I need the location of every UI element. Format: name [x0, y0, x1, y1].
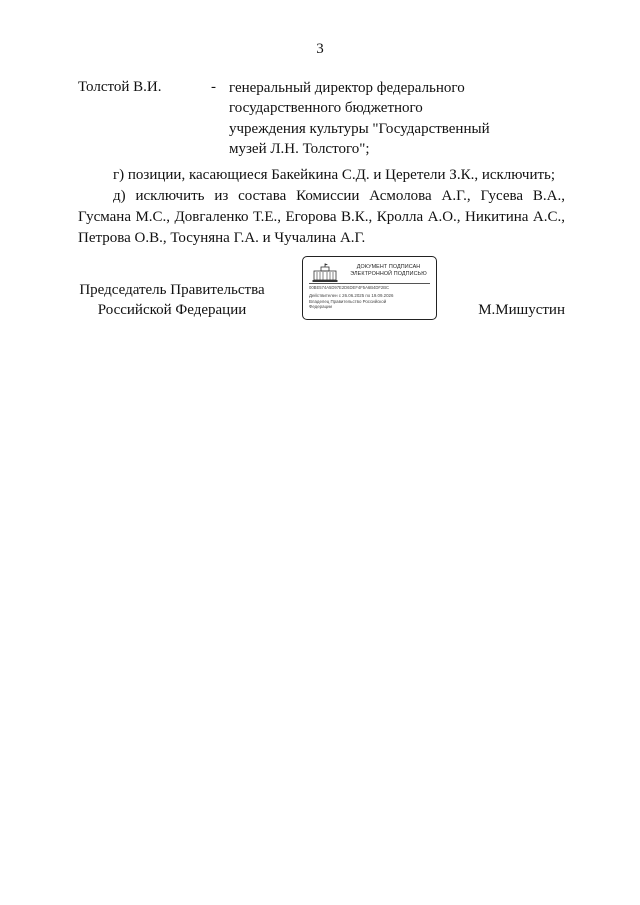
- signer-title-line: Российской Федерации: [97, 302, 247, 318]
- clause-d-line: Гусмана М.С., Довгаленко Т.Е., Егорова В.К., Кролла А.О., Никитина А.С.,: [78, 209, 565, 225]
- stamp-owner-line: Владелец Правительство Российской: [309, 299, 387, 304]
- entry-dash: -: [211, 79, 216, 95]
- stamp-title-line: ЭЛЕКТРОННОЙ ПОДПИСЬЮ: [350, 271, 427, 277]
- stamp-title: [341, 264, 436, 278]
- clause-g-line: г) позиции, касающиеся Бакейкина С.Д. и Церетели З.К., исключить;: [113, 167, 556, 183]
- stamp-title-line: ДОКУМЕНТ ПОДПИСАН: [356, 264, 421, 270]
- position-line: учреждения культуры "Государственный: [229, 120, 490, 137]
- page-number: 3: [316, 41, 324, 57]
- signer-title: [78, 280, 266, 320]
- clause-d: [78, 186, 565, 249]
- electronic-signature-stamp: [302, 256, 437, 320]
- stamp-owner-line: Федерации: [309, 304, 332, 310]
- position-description: [229, 78, 529, 160]
- government-building-icon: [312, 263, 338, 283]
- clause-g: [78, 165, 565, 186]
- person-name: Толстой В.И.: [78, 79, 162, 95]
- stamp-certificate: 00BE574A5D97E2D6DEF4F5A6B4DF2BC: [309, 285, 390, 290]
- stamp-divider: [309, 283, 430, 284]
- clause-d-line: д) исключить из состава Комиссии Асмолова А.Г., Гусева В.А.,: [113, 188, 565, 204]
- signer-title-line: Председатель Правительства: [79, 282, 265, 298]
- stamp-owner: [309, 299, 429, 310]
- stamp-validity: Действителен с 26.06.2025 по 19.09.2026: [309, 293, 394, 298]
- signer-name: М.Мишустин: [478, 302, 565, 318]
- clause-d-line: Петрова О.В., Тосуняна Г.А. и Чучалина А.Г.: [78, 230, 366, 246]
- position-line: музей Л.Н. Толстого";: [229, 141, 370, 158]
- position-line: государственного бюджетного: [229, 100, 423, 117]
- position-line: генеральный директор федерального: [229, 80, 465, 96]
